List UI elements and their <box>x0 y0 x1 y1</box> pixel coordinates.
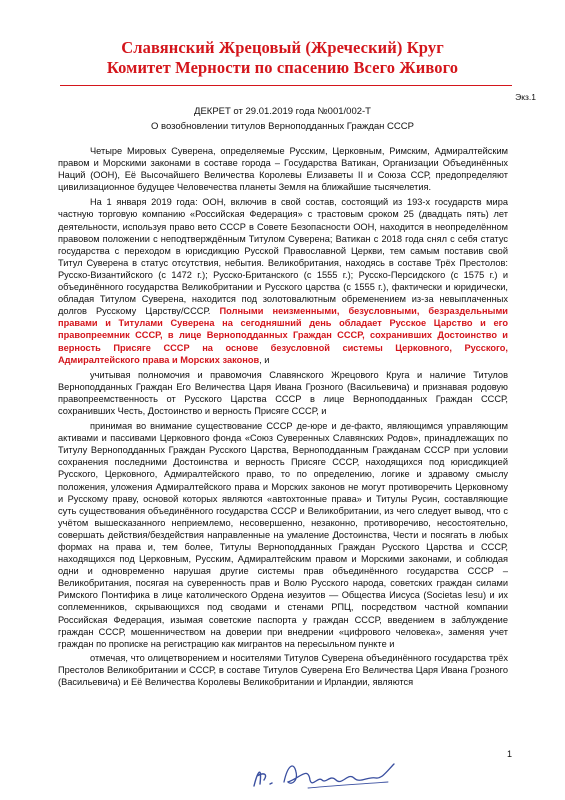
paragraph: принимая во внимание существование СССР де-юре и де-факто, являющимся управляющим активами и пассивами Церковного фонда «Союз Суверенных Славянских Родов», принадлежащих по Титулу Верноподданных Граждан Русского Царства, Верноподданным Гражданам СССР при условии сохранения последними Достоинства и верность Присяге СССР, находящихся под юрисдикцией Русского, Церковного, Адмиралтейского право, то по определению, логике и здравому смыслу положения, уложения Адмиралтейского права и Морских законов не могут противоречить Церковному и Русскому праву, основой которых являются «автохтонные права» и Титулы Русин, составляющие суть существования объединённого государства СССР и Великобритании, из чего следует вывод, что с учётом вышесказанного неприемлемо, несовершенно, незаконно, противоречиво, несостоятельно, совершать действия/бездействия направленные на умаление Достоинства, Чести и посягать в любых формах на права и, тем более, Титулы Верноподданных Граждан Русского Царства и СССР, находящихся под Церковным, Русским, Адмиралтейским правом и Морскими законами, и соблюдая одни и одновременно нарушая другие системы прав объединённого государства СССР – Великобритания, посягая на суверенность прав и Волю Русского народа, советских граждан силами Римского Понтифика в лице католического Ордена иезуитов — Общества Иисуса (Societas Iesu) и их соплеменников, скрывающихся под сводами и стенами РПЦ, посредством частной компании Российская Федерация, изымая советские паспорта у граждан СССР, введением в заблуждение граждан СССР, мошенничеством на доверии при внедрении «цифрового человека», заменяя учет граждан по прописке на регистрацию как мигрантов на пересыльном пункте и <box>58 421 508 649</box>
paragraph: Четыре Мировых Суверена, определяемые Русским, Церковным, Римским, Адмиралтейским правом и Морскими законами в составе города – Государства Ватикан, Организации Объединённых Наций (ООН), Её Высочайшего Величества Королевы Елизаветы II и Союза ССР, предопределяют цивилизационное будущее Человечества планеты Земля на ближайшие тысячелетия. <box>58 146 508 193</box>
decree-subtitle: О возобновлении титулов Верноподданных Граждан СССР <box>151 121 414 132</box>
committee-name: Комитет Мерности по спасению Всего Живого <box>106 58 459 77</box>
paragraph: отмечая, что олицетворением и носителями Титулов Суверена объединённого государства трёх Престолов Великобритании и СССР, в составе Титулов Суверена Его Величества Царя Ивана Грозного (Васильевича) и Её Величества Королевы Великобритании и Ирландии, являются <box>58 652 508 688</box>
page-number: 1 <box>507 749 513 759</box>
paragraph: учитывая полномочия и правомочия Славянского Жрецового Круга и наличие Титулов Верноподданных Граждан Его Величества Царя Ивана Грозного (Васильевича) и признавая родовую правопреемственность от Русского Царства СССР в лице Верноподданных Граждан СССР, сохранивших Честь, Достоинство и верность Присяге СССР, и <box>58 369 508 416</box>
header-divider <box>60 85 512 86</box>
decree-title: ДЕКРЕТ от 29.01.2019 года №001/002-Т <box>194 106 371 117</box>
copy-number: Экз.1 <box>515 92 536 102</box>
handwritten-signature <box>248 758 398 794</box>
paragraph <box>58 196 508 365</box>
paragraph-text: На 1 января 2019 года: ООН, включив в свой состав, состоящий из 193-х государств мира частную торговую компанию «Российская Федерация» с трастовым сроком 25 (двадцать пять) лет деятельности, используя право вето СССР в Совете Безопасности ООН, находится в неопределённом правовом положении с неподтверждённым Титулом Суверена; Ватикан с 2018 года снял с себя статус государства с переходом в юрисдикцию Русской Православной Церкви, тем самым поставив свой Титул Суверена в статус отсутствия, небытия. Великобритания, находясь в составе Трёх Престолов: Русско-Византийского (с 1472 г.); Русско-Британского (с 1555 г.); Русско-Персидского (с 1575 г.) и объединённого государства Великобритании и Русского царства (с 1555 г.), фактически и юридически, обладая Титулом Суверена, находится под золотовалютным обременением из-за невыплаченных долгов Русскому Царству/СССР. <box>58 197 508 317</box>
paragraph-tail: , и <box>259 354 270 365</box>
organization-name: Славянский Жрецовый (Жреческий) Круг <box>121 38 444 57</box>
emphasized-statement: Полными неизменными, безусловными, безраздельными правами и Титулами Суверена на сегодняшний день обладает Русское Царство и его правопреемник СССР, в лице Верноподданных Граждан СССР, сохранивших Достоинство и верность Присяге СССР на основе безусловной системы Церковного, Русского, Адмиралтейского права и Морских законов <box>58 306 508 365</box>
decree-body <box>58 145 508 690</box>
